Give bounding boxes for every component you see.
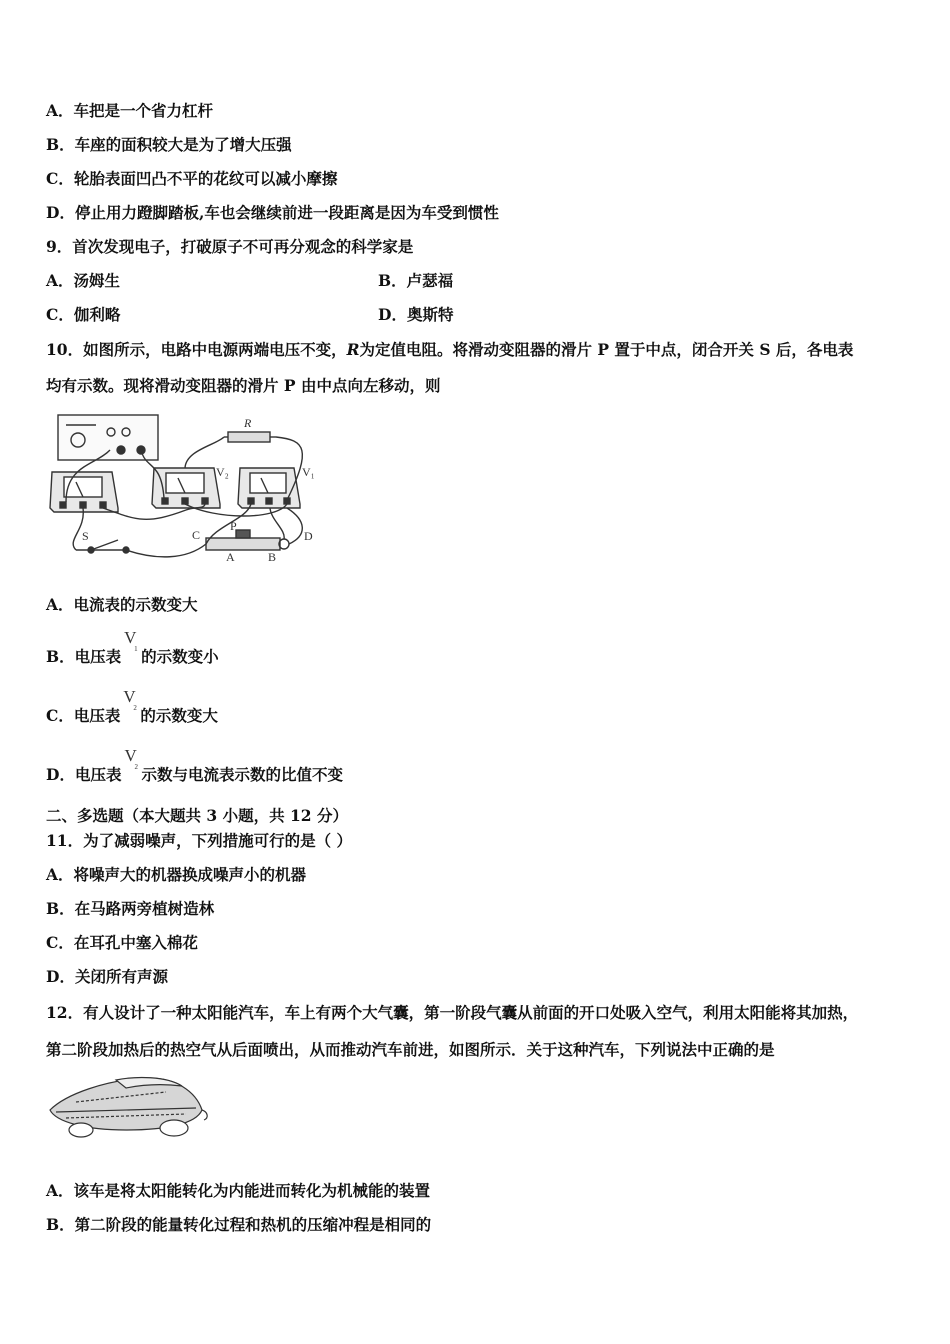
voltmeter-v1-symbol xyxy=(121,628,141,662)
q8-option-a: A．车把是一个省力杠杆 xyxy=(46,101,214,120)
q10-option-d-suffix: 示数与电流表示数的比值不变 xyxy=(141,765,343,784)
q10-stem-part-a: 10．如图所示，电路中电源两端电压不变， xyxy=(46,340,347,359)
q8-option-b: B．车座的面积较大是为了增大压强 xyxy=(46,135,292,154)
q9-stem: 9．首次发现电子，打破原子不可再分观念的科学家是 xyxy=(46,237,414,256)
q10-option-c-suffix: 的示数变大 xyxy=(140,706,218,725)
solar-car-figure xyxy=(46,1072,211,1147)
q11-option-c: C．在耳孔中塞入棉花 xyxy=(46,933,198,952)
q10-option-d xyxy=(46,746,343,785)
q9-option-c: C．伽利略 xyxy=(46,305,121,324)
label-v1: V₁ xyxy=(302,465,315,479)
voltmeter-v2-symbol xyxy=(121,746,141,780)
label-d: D xyxy=(304,529,313,543)
q10-option-c-prefix: C．电压表 xyxy=(46,706,121,725)
label-p: P xyxy=(230,519,237,533)
q9-option-d: D．奥斯特 xyxy=(378,305,454,324)
q10-option-b-prefix: B．电压表 xyxy=(46,647,122,666)
q8-option-c: C．轮胎表面凹凸不平的花纹可以减小摩擦 xyxy=(46,169,338,188)
label-b: B xyxy=(268,550,277,564)
q12-option-a: A．该车是将太阳能转化为内能进而转化为机械能的装置 xyxy=(46,1181,431,1200)
q9-option-b: B．卢瑟福 xyxy=(378,271,454,290)
ammeter xyxy=(50,472,118,512)
v-subscript: 2 xyxy=(134,763,138,771)
rheostat xyxy=(206,538,280,550)
voltmeter-v1 xyxy=(238,468,300,508)
v-letter: V xyxy=(124,746,137,765)
q11-option-d: D．关闭所有声源 xyxy=(46,967,168,986)
q12-stem-line2: 第二阶段加热后的热空气从后面喷出，从而推动汽车前进，如图所示．关于这种汽车，下列说法中正确的是 xyxy=(46,1040,775,1059)
label-c: C xyxy=(192,528,201,542)
label-v2: V₂ xyxy=(216,465,229,479)
label-a: A xyxy=(226,550,235,564)
v-letter: V xyxy=(123,687,136,706)
q11-stem: 11．为了减弱噪声，下列措施可行的是（ ） xyxy=(46,831,352,850)
q10-option-a: A．电流表的示数变大 xyxy=(46,595,198,614)
q10-option-b xyxy=(46,628,219,667)
q10-stem-line2: 均有示数。现将滑动变阻器的滑片 P 由中点向左移动，则 xyxy=(46,376,441,395)
label-s: S xyxy=(82,529,89,543)
q10-option-d-prefix: D．电压表 xyxy=(46,765,122,784)
v-letter: V xyxy=(124,628,137,647)
q10-stem-line1 xyxy=(46,340,853,360)
q10-option-c xyxy=(46,687,218,726)
q9-option-a: A．汤姆生 xyxy=(46,271,121,290)
v-subscript: 1 xyxy=(134,645,138,653)
voltmeter-v2-symbol xyxy=(120,687,140,721)
q12-option-b: B．第二阶段的能量转化过程和热机的压缩冲程是相同的 xyxy=(46,1215,432,1234)
q12-stem-line1: 12．有人设计了一种太阳能汽车，车上有两个大气囊，第一阶段气囊从前面的开口处吸入空气，利用太阳能将其加热， xyxy=(46,1003,859,1022)
q11-option-a: A．将噪声大的机器换成噪声小的机器 xyxy=(46,865,307,884)
circuit-figure xyxy=(46,410,336,570)
q8-option-d: D．停止用力蹬脚踏板,车也会继续前进一段距离是因为车受到惯性 xyxy=(46,203,499,222)
resistor xyxy=(228,432,270,442)
q10-option-b-suffix: 的示数变小 xyxy=(141,647,219,666)
section-heading: 二、多选题（本大题共 3 小题，共 12 分） xyxy=(46,806,348,825)
q10-stem-part-b: 为定值电阻。将滑动变阻器的滑片 P 置于中点，闭合开关 S 后，各电表 xyxy=(359,340,854,359)
q10-stem-r-symbol: R xyxy=(346,340,360,359)
v-subscript: 2 xyxy=(133,704,137,712)
q11-option-b: B．在马路两旁植树造林 xyxy=(46,899,215,918)
label-r: R xyxy=(244,416,252,430)
